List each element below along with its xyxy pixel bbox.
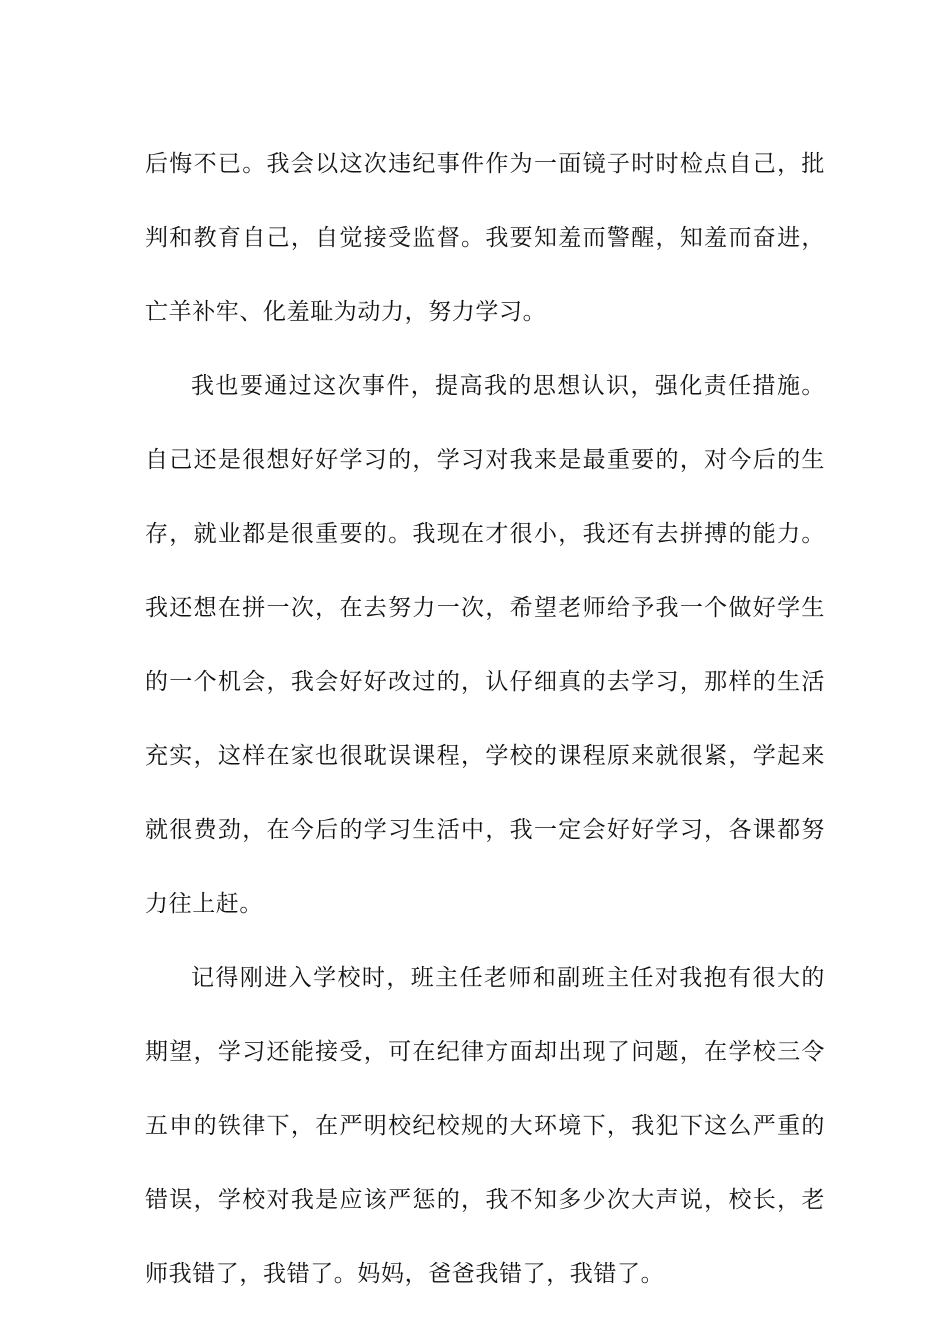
- paragraph-3: 记得刚进入学校时，班主任老师和副班主任对我抱有很大的期望，学习还能接受，可在纪律方面却出现了问题，在学校三令五申的铁律下，在严明校纪校规的大环境下，我犯下这么严重的错误，学校对我是应该严惩的，我不知多少次大声说，校长，老师我错了，我错了。妈妈，爸爸我错了，我错了。: [145, 965, 825, 1287]
- paragraph-1: 后悔不已。我会以这次违纪事件作为一面镜子时时检点自己，批判和教育自己，自觉接受监督。我要知羞而警醒，知羞而奋进，亡羊补牢、化羞耻为动力，努力学习。: [145, 151, 825, 325]
- paragraph-2: 我也要通过这次事件，提高我的思想认识，强化责任措施。自己还是很想好好学习的，学习对我来是最重要的，对今后的生存，就业都是很重要的。我现在才很小，我还有去拼搏的能力。我还想在拼一次，在去努力一次，希望老师给予我一个做好学生的一个机会，我会好好改过的，认仔细真的去学习，那样的生活充实，这样在家也很耽误课程，学校的课程原来就很紧，学起来就很费劲，在今后的学习生活中，我一定会好好学习，各课都努力往上赶。: [145, 373, 825, 917]
- document-body: [145, 127, 825, 1311]
